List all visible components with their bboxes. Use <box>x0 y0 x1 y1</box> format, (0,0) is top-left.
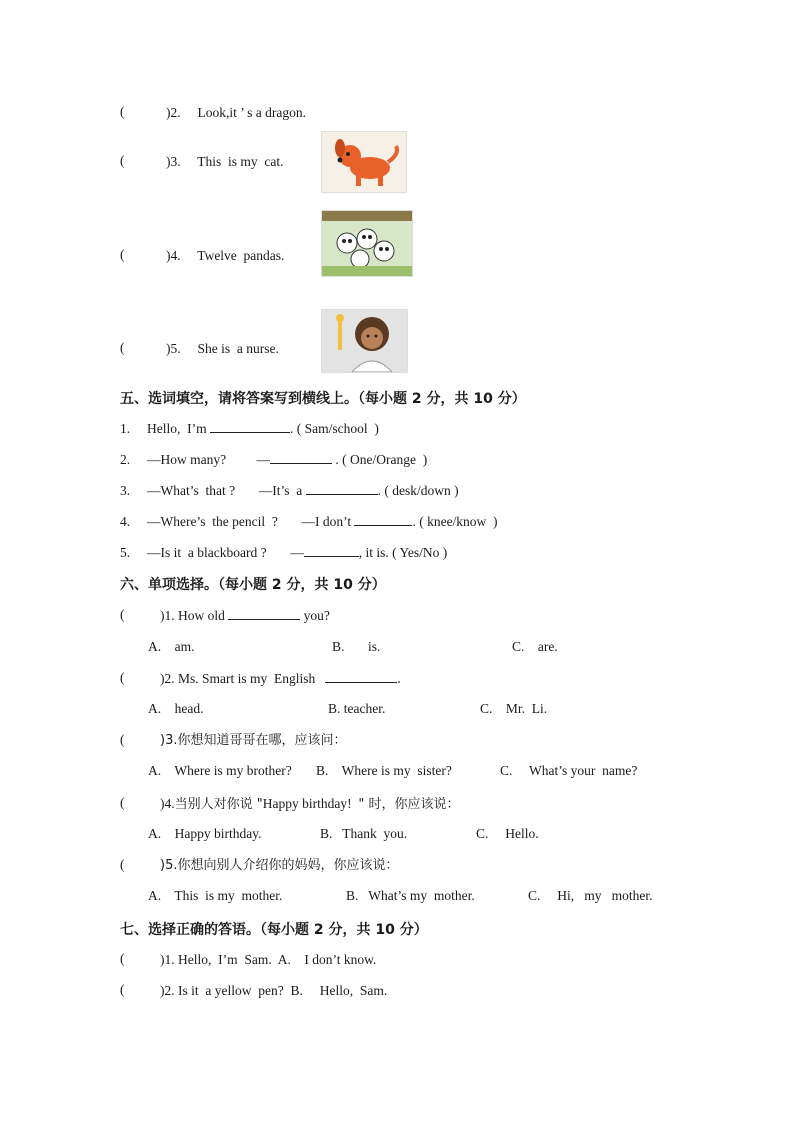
paren-p6-q3[interactable]: ( <box>120 732 125 747</box>
answer-blank[interactable] <box>228 607 300 620</box>
part5-item-1: 1. Hello, I’m . ( Sam/school ) <box>120 421 379 436</box>
p6-q1-option-a[interactable]: A. am. <box>148 639 195 654</box>
part4-item-3: )3. This is my cat. <box>166 154 284 169</box>
answer-blank[interactable] <box>306 482 378 495</box>
part6-q2: )2. Ms. Smart is my English . <box>160 671 401 686</box>
part6-q3: )3.你想知道哥哥在哪，应该问： <box>160 733 347 748</box>
answer-blank[interactable] <box>354 513 412 526</box>
part5-heading: 五、选词填空，请将答案写到横线上。（每小题 2 分，共 10 分） <box>120 391 526 407</box>
part6-q1: )1. How old you? <box>160 608 330 623</box>
p6-q2-option-c[interactable]: C. Mr. Li. <box>480 701 548 716</box>
part4-item-5: )5. She is a nurse. <box>166 341 279 356</box>
nurse-picture <box>321 309 408 373</box>
p6-q3-option-b[interactable]: B. Where is my sister? <box>316 763 452 778</box>
pandas-picture <box>321 210 413 277</box>
p6-q5-option-a[interactable]: A. This is my mother. <box>148 888 283 903</box>
p6-q3-option-a[interactable]: A. Where is my brother? <box>148 763 292 778</box>
paren-q4[interactable]: ( <box>120 247 125 262</box>
p6-q4-option-b[interactable]: B. Thank you. <box>320 826 408 841</box>
part6-heading: 六、单项选择。（每小题 2 分，共 10 分） <box>120 577 386 593</box>
p6-q4-option-c[interactable]: C. Hello. <box>476 826 539 841</box>
answer-blank[interactable] <box>304 544 359 557</box>
paren-q5[interactable]: ( <box>120 340 125 355</box>
p6-q4-option-a[interactable]: A. Happy birthday. <box>148 826 262 841</box>
p6-q2-option-a[interactable]: A. head. <box>148 701 204 716</box>
paren-p6-q4[interactable]: ( <box>120 795 125 810</box>
paren-q2[interactable]: ( <box>120 104 125 119</box>
part5-item-3: 3. —What’s that ? —It’s a . ( desk/down ) <box>120 483 459 498</box>
answer-blank[interactable] <box>325 670 397 683</box>
p6-q1-option-c[interactable]: C. are. <box>512 639 558 654</box>
answer-blank[interactable] <box>270 451 332 464</box>
part6-q5: )5.你想向别人介绍你的妈妈，你应该说： <box>160 858 399 873</box>
part7-heading: 七、选择正确的答语。（每小题 2 分，共 10 分） <box>120 922 428 938</box>
paren-p6-q1[interactable]: ( <box>120 607 125 622</box>
part5-item-2: 2. —How many? — . ( One/Orange ) <box>120 452 428 467</box>
p6-q5-option-c[interactable]: C. Hi, my mother. <box>528 888 653 903</box>
part5-item-4: 4. —Where’s the pencil ? —I don’t . ( knee/know ) <box>120 514 498 529</box>
paren-p6-q5[interactable]: ( <box>120 857 125 872</box>
p6-q2-option-b[interactable]: B. teacher. <box>328 701 386 716</box>
p6-q3-option-c[interactable]: C. What’s your name? <box>500 763 638 778</box>
part7-q1: )1. Hello, I’m Sam. A. I don’t know. <box>160 952 377 967</box>
paren-p7-q2[interactable]: ( <box>120 982 125 997</box>
answer-blank[interactable] <box>210 420 290 433</box>
part4-item-4: )4. Twelve pandas. <box>166 248 285 263</box>
paren-p7-q1[interactable]: ( <box>120 951 125 966</box>
p6-q1-option-b[interactable]: B. is. <box>332 639 381 654</box>
dog-picture <box>321 131 407 193</box>
part5-item-5: 5. —Is it a blackboard ? — , it is. ( Yes/No ) <box>120 545 448 560</box>
paren-q3[interactable]: ( <box>120 153 125 168</box>
part7-q2: )2. Is it a yellow pen? B. Hello, Sam. <box>160 983 388 998</box>
part4-item-2: )2. Look,it ’ s a dragon. <box>166 105 306 120</box>
paren-p6-q2[interactable]: ( <box>120 670 125 685</box>
part6-q4: )4.当别人对你说 "Happy birthday! " 时，你应该说： <box>160 796 460 812</box>
p6-q5-option-b[interactable]: B. What’s my mother. <box>346 888 475 903</box>
